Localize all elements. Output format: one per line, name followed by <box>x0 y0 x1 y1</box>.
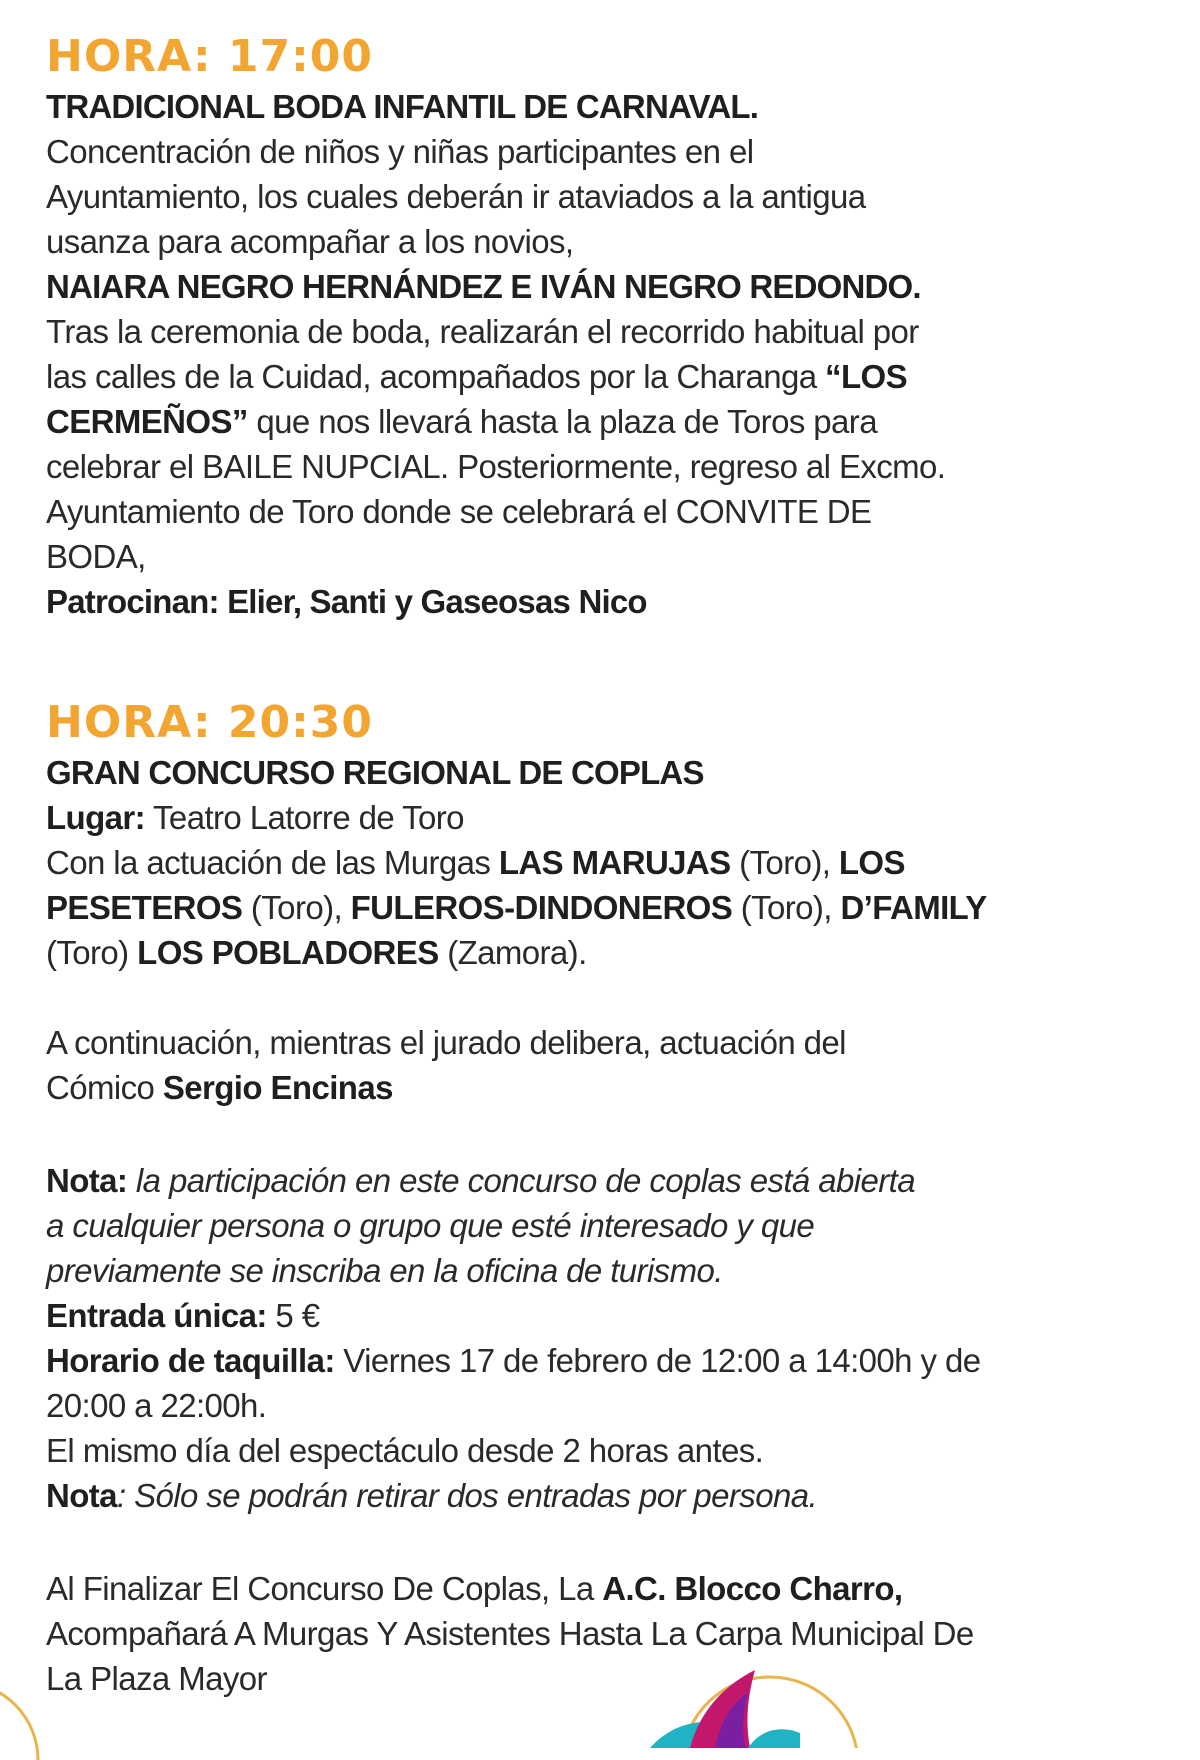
spacer <box>46 1110 1166 1158</box>
murga-name: PESETEROS <box>46 889 243 926</box>
note-line: previamente se inscriba en la oficina de turismo. <box>46 1252 723 1289</box>
box-office-line <box>46 1338 1166 1383</box>
novios-names: NAIARA NEGRO HERNÁNDEZ E IVÁN NEGRO REDONDO. <box>46 268 921 305</box>
murga-name: FULEROS-DINDONEROS <box>350 889 733 926</box>
ticket-price-label: Entrada única: <box>46 1297 267 1334</box>
ticket-price-line <box>46 1293 1166 1338</box>
same-day-line: El mismo día del espectáculo desde 2 horas antes. <box>46 1432 764 1469</box>
event-time-1700: HORA: 17:00 <box>46 31 373 82</box>
note-label: Nota: <box>46 1162 128 1199</box>
desc-text: que nos llevará hasta la plaza de Toros para <box>247 403 877 440</box>
closing-line: Acompañará A Murgas Y Asistentes Hasta La Carpa Municipal De <box>46 1615 974 1652</box>
closing-line <box>46 1566 1166 1611</box>
note-text: : Sólo se podrán retirar dos entradas por persona. <box>116 1477 818 1514</box>
note-line: a cualquier persona o grupo que esté interesado y que <box>46 1207 815 1244</box>
murga-name: LAS MARUJAS <box>498 844 731 881</box>
program-page <box>46 30 1166 1701</box>
desc-line: usanza para acompañar a los novios, <box>46 223 574 260</box>
murga-name: LOS <box>838 844 905 881</box>
murga-name: LOS POBLADORES <box>137 934 439 971</box>
association-name: A.C. Blocco Charro, <box>602 1570 903 1607</box>
murgas-text: (Toro), <box>242 889 351 926</box>
sponsors-line: Patrocinan: Elier, Santi y Gaseosas Nico <box>46 583 647 620</box>
charanga-name: CERMEÑOS” <box>46 403 248 440</box>
box-office-line: 20:00 a 22:00h. <box>46 1387 267 1424</box>
event-block-2030 <box>46 696 1166 1701</box>
murgas-line <box>46 930 1166 975</box>
venue-value: Teatro Latorre de Toro <box>145 799 464 836</box>
murgas-text: (Toro), <box>730 844 839 881</box>
event-title-coplas: GRAN CONCURSO REGIONAL DE COPLAS <box>46 754 704 791</box>
murgas-text: (Toro), <box>732 889 841 926</box>
murgas-line <box>46 885 1166 930</box>
desc-line: celebrar el BAILE NUPCIAL. Posteriormente, regreso al Excmo. <box>46 448 946 485</box>
continuation-text: Cómico <box>46 1069 163 1106</box>
note-line <box>46 1158 1166 1203</box>
charanga-name: “LOS <box>825 358 907 395</box>
continuation-line: A continuación, mientras el jurado delibera, actuación del <box>46 1024 846 1061</box>
note-line <box>46 1473 1166 1518</box>
venue-label: Lugar: <box>46 799 146 836</box>
ticket-price-value: 5 € <box>266 1297 320 1334</box>
murgas-text: Con la actuación de las Murgas <box>46 844 499 881</box>
murgas-line <box>46 840 1166 885</box>
murga-name: D’FAMILY <box>840 889 987 926</box>
spacer <box>46 1518 1166 1566</box>
desc-line <box>46 399 1166 444</box>
desc-line: BODA, <box>46 538 146 575</box>
desc-line: Ayuntamiento de Toro donde se celebrará el CONVITE DE <box>46 493 872 530</box>
desc-line <box>46 354 1166 399</box>
murgas-text: (Zamora). <box>438 934 587 971</box>
box-office-label: Horario de taquilla: <box>46 1342 335 1379</box>
spacer <box>46 624 1166 696</box>
desc-line: Ayuntamiento, los cuales deberán ir ataviados a la antigua <box>46 178 866 215</box>
note-text: la participación en este concurso de coplas está abierta <box>127 1162 915 1199</box>
desc-line: Concentración de niños y niñas participantes en el <box>46 133 754 170</box>
note-label: Nota <box>46 1477 117 1514</box>
event-time-2030: HORA: 20:30 <box>46 697 373 748</box>
continuation-line <box>46 1065 1166 1110</box>
desc-text: las calles de la Cuidad, acompañados por la Charanga <box>46 358 826 395</box>
comedian-name: Sergio Encinas <box>162 1069 393 1106</box>
event-block-1700 <box>46 30 1166 624</box>
event-title-boda: TRADICIONAL BODA INFANTIL DE CARNAVAL. <box>46 88 759 125</box>
closing-text: Al Finalizar El Concurso De Coplas, La <box>46 1570 603 1607</box>
spacer <box>46 975 1166 1020</box>
venue-line <box>46 795 1166 840</box>
murgas-text: (Toro) <box>46 934 138 971</box>
desc-line: Tras la ceremonia de boda, realizarán el recorrido habitual por <box>46 313 919 350</box>
closing-line: La Plaza Mayor <box>46 1660 267 1697</box>
box-office-value: Viernes 17 de febrero de 12:00 a 14:00h y de <box>334 1342 981 1379</box>
